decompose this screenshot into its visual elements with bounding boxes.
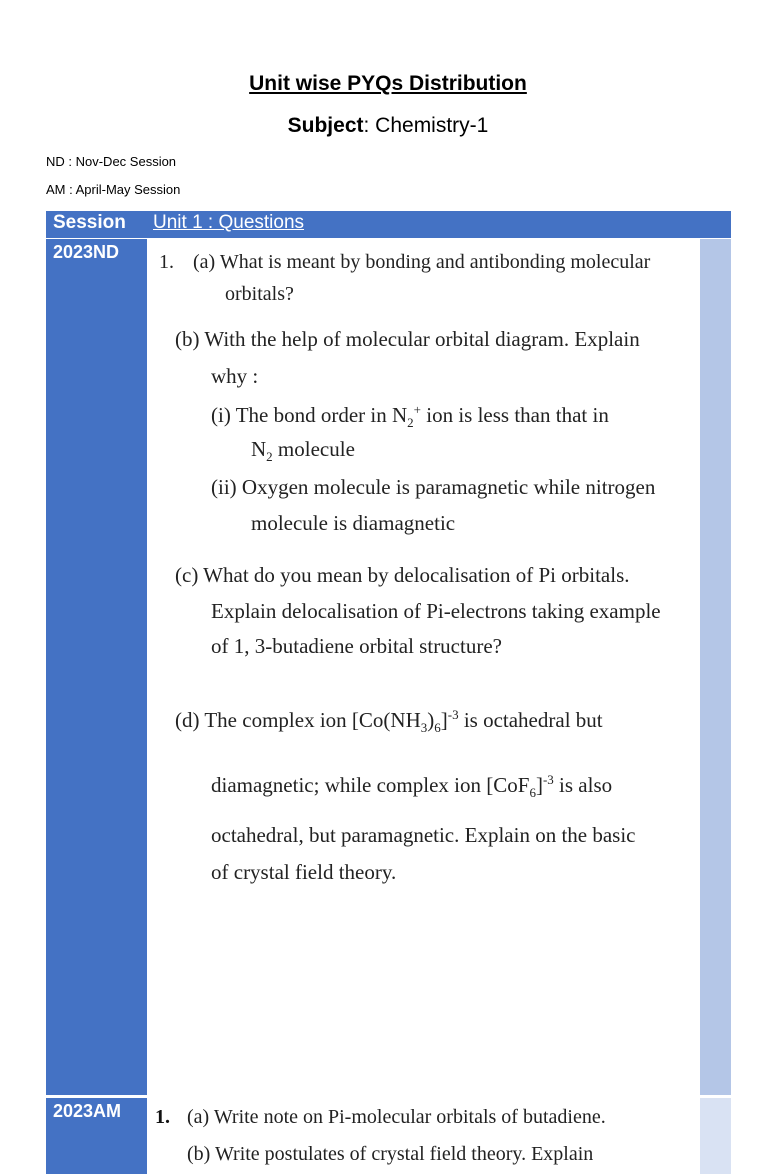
question-line: octahedral, but paramagnetic. Explain on the basic — [211, 823, 636, 847]
scanned-question-image — [147, 1098, 700, 1174]
complex-formula: $[CoF_6]^{-3}$ — [486, 772, 554, 801]
blank-cell — [700, 239, 731, 1095]
question-number: 1. — [159, 251, 174, 273]
header-questions: Unit 1 : Questions — [153, 212, 305, 233]
question-line: Explain delocalisation of Pi-electrons taking example — [211, 599, 661, 623]
document-title: Unit wise PYQs Distribution — [249, 72, 527, 95]
question-line: diamagnetic; while complex ion $[CoF_6]^{-3}$ is also — [211, 772, 613, 801]
subject-line — [0, 114, 768, 138]
table-header — [46, 211, 731, 238]
question-line: of crystal field theory. — [211, 860, 397, 884]
question-line: (b) Write postulates of crystal field theory. Explain — [187, 1143, 594, 1165]
session-cell — [46, 239, 147, 1095]
question-line: (d) The complex ion $[Co(NH_3)_6]^{-3}$ is octahedral but — [175, 707, 603, 736]
question-number: 1. — [155, 1106, 170, 1128]
question-line: molecule is diamagnetic — [251, 511, 456, 535]
header-session: Session — [53, 212, 126, 233]
session-label: 2023AM — [53, 1101, 122, 1121]
session-label: 2023ND — [53, 242, 120, 262]
legend-am: AM : April-May Session — [46, 182, 181, 197]
scanned-question-image — [147, 239, 700, 1095]
question-line: $N_2$ molecule — [251, 437, 355, 465]
question-line: (i) The bond order in $N_2^+$ ion is less than that in — [211, 402, 609, 431]
question-line: (ii) Oxygen molecule is paramagnetic while nitrogen — [211, 475, 656, 499]
subject-value: : Chemistry-1 — [363, 114, 489, 137]
question-line: (a) What is meant by bonding and antibonding molecular — [193, 251, 651, 273]
complex-formula: $[Co(NH_3)_6]^{-3}$ — [351, 707, 459, 736]
question-line: (b) With the help of molecular orbital diagram. Explain — [175, 327, 640, 351]
legend-nd: ND : Nov-Dec Session — [46, 154, 177, 169]
subject-label: Subject — [287, 114, 364, 137]
blank-cell — [700, 1098, 731, 1174]
question-line: why : — [211, 364, 259, 388]
question-line: of 1, 3-butadiene orbital structure? — [211, 634, 502, 658]
question-line: (a) Write note on Pi-molecular orbitals of butadiene. — [187, 1106, 606, 1128]
session-cell — [46, 1098, 147, 1174]
question-line: orbitals? — [225, 283, 294, 305]
questions-table — [46, 211, 731, 1165]
question-line: (c) What do you mean by delocalisation of Pi orbitals. — [175, 563, 630, 587]
